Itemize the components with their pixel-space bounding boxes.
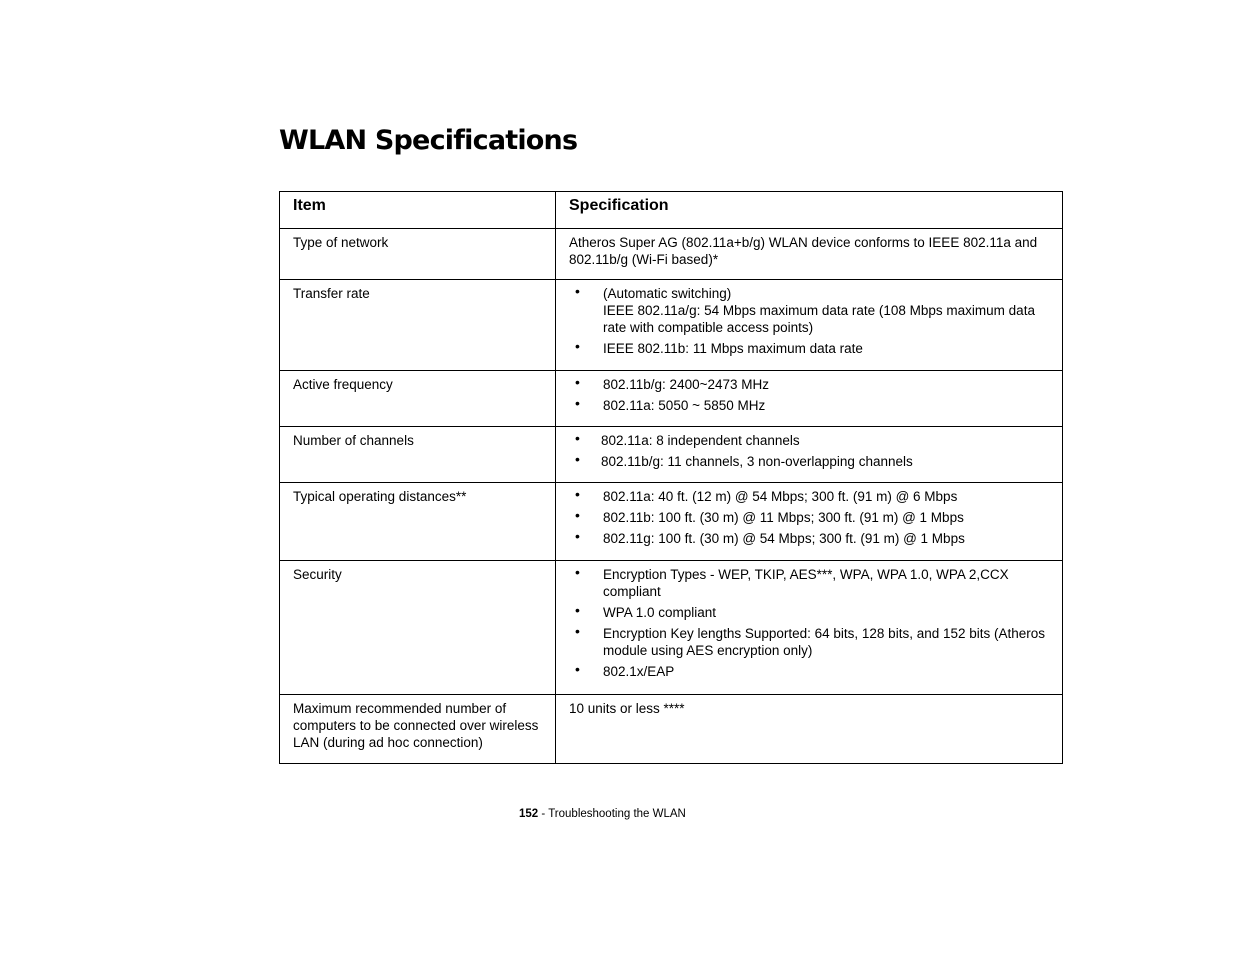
wlan-spec-table — [279, 191, 1063, 764]
spec-bullet-list — [569, 432, 1050, 470]
spec-bullet-list — [569, 566, 1050, 680]
bullet-icon: • — [575, 661, 580, 677]
page-number: 152 — [519, 808, 539, 820]
bullet-icon: • — [575, 623, 580, 639]
item-cell — [280, 695, 556, 764]
item-cell — [280, 427, 556, 483]
spec-bullet: • WPA 1.0 compliant — [575, 602, 717, 620]
spec-cell — [556, 427, 1063, 483]
table-row — [280, 371, 1063, 427]
item-cell — [280, 561, 556, 695]
item-label: Typical operating distances** — [293, 489, 467, 504]
spec-cell — [556, 229, 1063, 280]
item-cell — [280, 483, 556, 561]
item-cell — [280, 280, 556, 371]
item-label: Number of channels — [293, 433, 414, 448]
table-row — [280, 561, 1063, 695]
bullet-icon: • — [575, 507, 580, 523]
spec-bullet: • (Automatic switching) IEEE 802.11a/g: 54 Mbps maximum data rate (108 Mbps maximum data rate with compatible access points) — [575, 283, 1035, 335]
spec-bullet-list — [569, 285, 1050, 357]
column-header-item: Item — [280, 192, 556, 229]
item-label: Active frequency — [293, 377, 393, 392]
bullet-icon: • — [575, 395, 580, 411]
bullet-icon: • — [575, 283, 580, 299]
page-footer — [519, 807, 686, 821]
item-cell — [280, 229, 556, 280]
table-row — [280, 483, 1063, 561]
spec-text: 10 units or less **** — [569, 701, 685, 716]
spec-bullet-list — [569, 376, 1050, 414]
spec-bullet: • 802.11a: 40 ft. (12 m) @ 54 Mbps; 300 ft. (91 m) @ 6 Mbps — [575, 486, 958, 504]
item-label: Transfer rate — [293, 286, 370, 301]
spec-text: Atheros Super AG (802.11a+b/g) WLAN device conforms to IEEE 802.11a and 802.11b/g (Wi-Fi based)* — [569, 235, 1038, 267]
bullet-icon: • — [575, 374, 580, 390]
spec-bullet: • 802.11b: 100 ft. (30 m) @ 11 Mbps; 300 ft. (91 m) @ 1 Mbps — [575, 507, 964, 525]
bullet-icon: • — [575, 451, 580, 467]
page-title: WLAN Specifications — [279, 125, 578, 156]
spec-cell — [556, 371, 1063, 427]
spec-bullet: • 802.11a: 8 independent channels — [575, 430, 800, 448]
spec-bullet: • 802.1x/EAP — [575, 661, 675, 679]
bullet-icon: • — [575, 564, 580, 580]
footer-separator: - — [538, 808, 549, 820]
spec-cell — [556, 561, 1063, 695]
item-cell — [280, 371, 556, 427]
spec-bullet: • 802.11b/g: 2400~2473 MHz — [575, 374, 770, 392]
spec-cell — [556, 695, 1063, 764]
spec-bullet: • 802.11b/g: 11 channels, 3 non-overlapping channels — [575, 451, 913, 469]
spec-bullet: • Encryption Types - WEP, TKIP, AES***, WPA, WPA 1.0, WPA 2,CCX compliant — [575, 564, 1009, 599]
table-row — [280, 229, 1063, 280]
spec-bullet-list — [569, 488, 1050, 547]
bullet-icon: • — [575, 486, 580, 502]
item-label: Maximum recommended number of computers to be connected over wireless LAN (during ad hoc connection) — [293, 701, 539, 750]
spec-cell — [556, 483, 1063, 561]
spec-bullet: • IEEE 802.11b: 11 Mbps maximum data rate — [575, 338, 863, 356]
table-row — [280, 280, 1063, 371]
table-row — [280, 695, 1063, 764]
spec-cell — [556, 280, 1063, 371]
item-label: Type of network — [293, 235, 389, 250]
footer-section-title: Troubleshooting the WLAN — [548, 808, 686, 820]
bullet-icon: • — [575, 528, 580, 544]
column-header-specification: Specification — [556, 192, 1063, 229]
bullet-icon: • — [575, 338, 580, 354]
table-row — [280, 427, 1063, 483]
bullet-icon: • — [575, 430, 580, 446]
spec-bullet: • 802.11a: 5050 ~ 5850 MHz — [575, 395, 766, 413]
spec-bullet: • Encryption Key lengths Supported: 64 bits, 128 bits, and 152 bits (Atheros module using AES encryption only) — [575, 623, 1046, 658]
item-label: Security — [293, 567, 342, 582]
spec-bullet: • 802.11g: 100 ft. (30 m) @ 54 Mbps; 300 ft. (91 m) @ 1 Mbps — [575, 528, 965, 546]
bullet-icon: • — [575, 602, 580, 618]
table-header-row — [280, 192, 1063, 229]
